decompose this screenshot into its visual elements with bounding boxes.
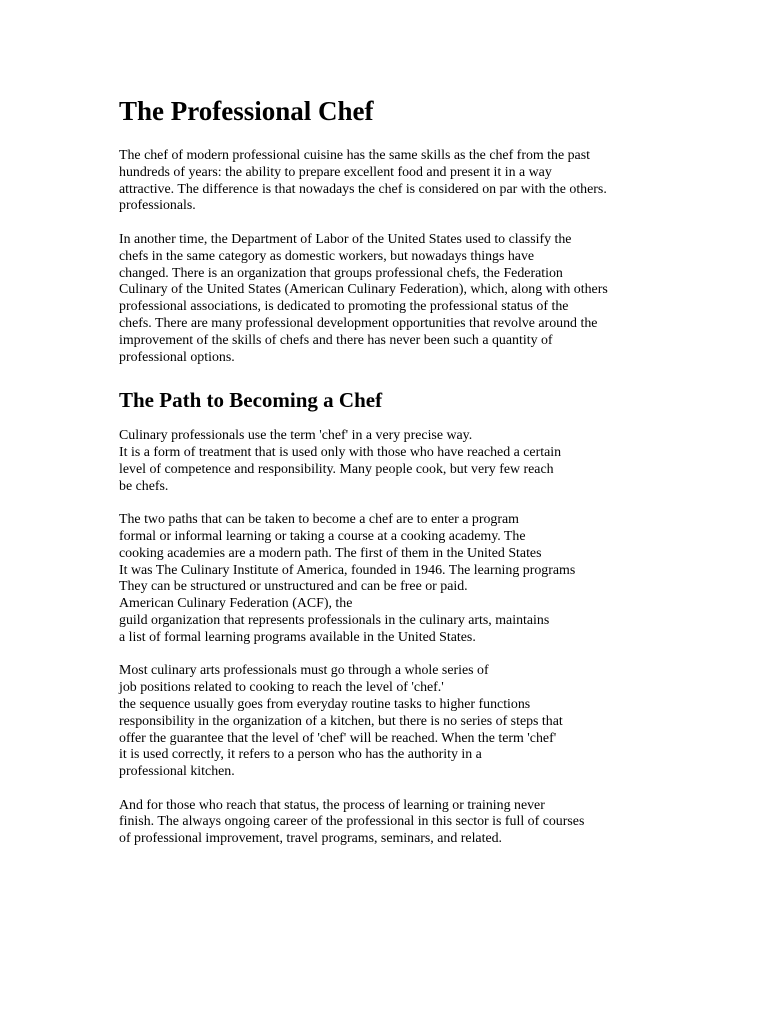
section-path-to-chef: [119, 387, 679, 848]
text-line: Culinary professionals use the term 'chef' in a very precise way.: [119, 428, 473, 444]
page-title: The Professional Chef: [119, 96, 374, 126]
paragraph: [119, 512, 679, 646]
text-line: be chefs.: [119, 478, 169, 494]
text-line: professional options.: [119, 349, 235, 365]
text-line: improvement of the skills of chefs and there has never been such a quantity of: [119, 332, 553, 348]
text-line: They can be structured or unstructured and can be free or paid.: [119, 579, 468, 595]
text-line: Most culinary arts professionals must go through a whole series of: [119, 663, 489, 679]
text-line: of professional improvement, travel programs, seminars, and related.: [119, 831, 503, 847]
text-line: And for those who reach that status, the process of learning or training never: [119, 797, 545, 813]
text-line: hundreds of years: the ability to prepare excellent food and present it in a way: [119, 164, 552, 180]
text-line: formal or informal learning or taking a course at a cooking academy. The: [119, 528, 526, 544]
text-line: It is a form of treatment that is used only with those who have reached a certain: [119, 444, 562, 460]
text-line: it is used correctly, it refers to a person who has the authority in a: [119, 747, 482, 763]
text-line: professional kitchen.: [119, 764, 235, 780]
paragraph: [119, 428, 679, 495]
text-line: cooking academies are a modern path. The first of them in the United States: [119, 545, 542, 561]
text-line: professionals.: [119, 198, 196, 214]
text-line: attractive. The difference is that nowadays the chef is considered on par with the others.: [119, 181, 607, 197]
text-line: The two paths that can be taken to become a chef are to enter a program: [119, 512, 519, 528]
text-line: responsibility in the organization of a kitchen, but there is no series of steps that: [119, 713, 563, 729]
text-line: offer the guarantee that the level of 'chef' will be reached. When the term 'chef': [119, 730, 557, 746]
text-line: level of competence and responsibility. Many people cook, but very few reach: [119, 461, 554, 477]
text-line: professional associations, is dedicated to promoting the professional status of the: [119, 299, 569, 315]
paragraph: [119, 148, 679, 215]
text-line: changed. There is an organization that groups professional chefs, the Federation: [119, 265, 563, 281]
text-line: finish. The always ongoing career of the professional in this sector is full of courses: [119, 814, 585, 830]
paragraph: [119, 232, 679, 366]
text-line: the sequence usually goes from everyday routine tasks to higher functions: [119, 696, 531, 712]
text-line: Culinary of the United States (American Culinary Federation), which, along with others: [119, 282, 608, 298]
text-line: chefs. There are many professional development opportunities that revolve around the: [119, 315, 598, 331]
text-line: In another time, the Department of Labor of the United States used to classify the: [119, 231, 572, 247]
document-page: [119, 94, 679, 865]
text-line: a list of formal learning programs available in the United States.: [119, 629, 476, 645]
paragraph: [119, 798, 679, 848]
text-line: The chef of modern professional cuisine has the same skills as the chef from the past: [119, 148, 590, 163]
text-line: It was The Culinary Institute of America, founded in 1946. The learning programs: [119, 562, 576, 578]
text-line: guild organization that represents professionals in the culinary arts, maintains: [119, 612, 550, 628]
section-heading: The Path to Becoming a Chef: [119, 388, 383, 413]
text-line: American Culinary Federation (ACF), the: [119, 596, 353, 612]
text-line: chefs in the same category as domestic workers, but nowadays things have: [119, 248, 535, 264]
section-intro: [119, 148, 679, 366]
paragraph: [119, 663, 679, 781]
text-line: job positions related to cooking to reach the level of 'chef.': [119, 680, 444, 696]
